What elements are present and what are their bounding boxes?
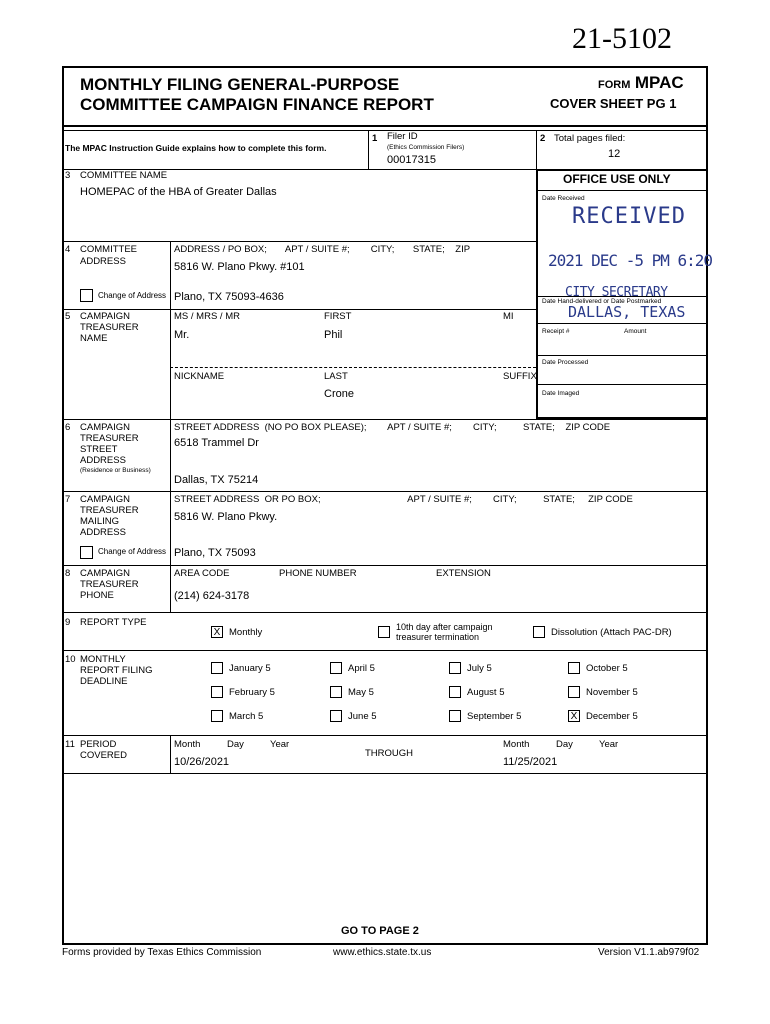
report-type-num: 9: [65, 617, 71, 628]
treasurer-name-num: 5: [65, 311, 71, 322]
termination-checkbox[interactable]: [378, 626, 390, 638]
september-label: September 5: [467, 711, 522, 722]
divider: [538, 190, 707, 191]
form-title-line1: MONTHLY FILING GENERAL-PURPOSE: [80, 75, 400, 94]
mailing-change-address-checkbox[interactable]: [80, 546, 93, 559]
cover-sheet-label: COVER SHEET PG 1: [550, 96, 677, 111]
footer-left: Forms provided by Texas Ethics Commission: [62, 947, 262, 958]
dissolution-checkbox[interactable]: [533, 626, 545, 638]
may-label: May 5: [348, 687, 374, 698]
period-to-value: 11/25/2021: [503, 756, 558, 768]
period-to-day: Day: [556, 739, 573, 750]
instruction-text: The MPAC Instruction Guide explains how to complete this form.: [65, 143, 327, 153]
period-to-month: Month: [503, 739, 530, 750]
may-checkbox[interactable]: [330, 686, 342, 698]
monthly-checkbox[interactable]: X: [211, 626, 223, 638]
july-label: July 5: [467, 663, 492, 674]
stamp-received: RECEIVED: [572, 204, 686, 229]
deadline-label: MONTHLY REPORT FILING DEADLINE: [80, 654, 153, 687]
stamp-city1: CITY SECRETARY: [565, 285, 668, 300]
mi-label: MI: [503, 311, 514, 322]
april-label: April 5: [348, 663, 375, 674]
divider: [538, 384, 707, 385]
period-label: PERIOD COVERED: [80, 739, 127, 761]
footer-version: Version V1.1.ab979f02: [598, 947, 700, 958]
february-checkbox[interactable]: [211, 686, 223, 698]
treasurer-mailing-line2: Plano, TX 75093: [174, 547, 256, 559]
monthly-label: Monthly: [229, 627, 263, 638]
stamp-date: 2021 DEC -5 PM 6:20: [548, 251, 713, 270]
form-number-top: 21-5102: [572, 22, 672, 55]
period-num: 11: [65, 739, 75, 750]
divider: [63, 419, 707, 420]
dissolution-label: Dissolution (Attach PAC-DR): [551, 627, 672, 638]
committee-address-label1: COMMITTEE: [80, 244, 137, 255]
header-divider: [63, 125, 707, 127]
divider: [63, 491, 707, 492]
first-name-value: Phil: [324, 329, 343, 341]
august-label: August 5: [467, 687, 505, 698]
march-label: March 5: [229, 711, 264, 722]
committee-address-line2: Plano, TX 75093-4636: [174, 291, 284, 303]
termination-label: 10th day after campaign treasurer termination: [396, 622, 493, 642]
treasurer-phone-label: CAMPAIGN TREASURER PHONE: [80, 568, 139, 601]
committee-label: COMMITTEE NAME: [80, 170, 168, 181]
december-checkbox[interactable]: X: [568, 710, 580, 722]
april-checkbox[interactable]: [330, 662, 342, 674]
last-label: LAST: [324, 371, 348, 382]
go-to-page-2: GO TO PAGE 2: [341, 925, 419, 937]
divider: [63, 612, 707, 613]
treasurer-street-sub: (Residence or Business): [80, 467, 151, 474]
date-imaged-label: Date Imaged: [542, 390, 580, 397]
treasurer-mailing-label: CAMPAIGN TREASURER MAILING ADDRESS: [80, 494, 139, 538]
filer-sub: (Ethics Commission Filers): [387, 144, 465, 151]
divider: [63, 241, 537, 242]
treasurer-mailing-line1: 5816 W. Plano Pkwy.: [174, 511, 278, 523]
period-from-day: Day: [227, 739, 244, 750]
divider: [170, 241, 171, 568]
november-label: November 5: [586, 687, 638, 698]
divider: [63, 735, 707, 736]
treasurer-phone-num: 8: [65, 568, 71, 579]
treasurer-street-line2: Dallas, TX 75214: [174, 474, 259, 486]
committee-address-line1: 5816 W. Plano Pkwy. #101: [174, 261, 305, 273]
area-code-label: AREA CODE: [174, 568, 230, 579]
treasurer-street-header: STREET ADDRESS (NO PO BOX PLEASE); APT / SUITE #; CITY; STATE; ZIP CODE: [174, 422, 611, 433]
ms-value: Mr.: [174, 329, 190, 341]
january-checkbox[interactable]: [211, 662, 223, 674]
divider: [536, 130, 537, 169]
committee-address-header: ADDRESS / PO BOX; APT / SUITE #; CITY; STATE; ZIP: [174, 244, 471, 255]
filer-label: Filer ID: [387, 131, 418, 142]
committee-change-address-label: Change of Address: [98, 291, 167, 300]
period-from-year: Year: [270, 739, 290, 750]
july-checkbox[interactable]: [449, 662, 461, 674]
treasurer-street-line1: 6518 Trammel Dr: [174, 437, 259, 449]
divider: [63, 565, 707, 566]
period-to-year: Year: [599, 739, 619, 750]
nickname-label: NICKNAME: [174, 371, 225, 382]
first-label: FIRST: [324, 311, 352, 322]
divider: [170, 565, 171, 612]
divider: [63, 773, 707, 774]
extension-label: EXTENSION: [436, 568, 491, 579]
stamp-city2: DALLAS, TEXAS: [568, 303, 686, 321]
amount-label: Amount: [624, 328, 647, 335]
divider: [538, 355, 707, 356]
receipt-label: Receipt #: [542, 328, 570, 335]
divider: [63, 309, 537, 310]
treasurer-mailing-header: STREET ADDRESS OR PO BOX; APT / SUITE #; CITY; STATE; ZIP CODE: [174, 494, 633, 505]
mailing-change-address-label: Change of Address: [98, 547, 167, 556]
form-code: MPAC: [634, 73, 684, 92]
january-label: January 5: [229, 663, 271, 674]
header-divider-thin: [63, 130, 707, 131]
november-checkbox[interactable]: [568, 686, 580, 698]
september-checkbox[interactable]: [449, 710, 461, 722]
divider: [538, 323, 707, 324]
treasurer-mailing-num: 7: [65, 494, 71, 505]
suffix-label: SUFFIX: [503, 371, 537, 382]
divider: [170, 735, 171, 773]
phone-value: (214) 624-3178: [174, 590, 250, 602]
march-checkbox[interactable]: [211, 710, 223, 722]
pages-num: 2: [540, 133, 546, 144]
ms-label: MS / MRS / MR: [174, 311, 240, 322]
date-received-label: Date Received: [542, 195, 585, 202]
deadline-num: 10: [65, 654, 76, 665]
committee-change-address-checkbox[interactable]: [80, 289, 93, 302]
august-checkbox[interactable]: [449, 686, 461, 698]
february-label: February 5: [229, 687, 275, 698]
june-checkbox[interactable]: [330, 710, 342, 722]
december-label: December 5: [586, 711, 638, 722]
form-word: FORM: [598, 79, 631, 91]
date-hand-label: Date Hand-delivered or Date Postmarked: [542, 298, 662, 305]
divider: [368, 130, 369, 169]
treasurer-street-num: 6: [65, 422, 71, 433]
committee-address-num: 4: [65, 244, 71, 255]
period-from-value: 10/26/2021: [174, 756, 230, 768]
treasurer-name-label: CAMPAIGN TREASURER NAME: [80, 311, 139, 344]
october-label: October 5: [586, 663, 628, 674]
filer-num: 1: [372, 133, 378, 144]
committee-name-value: HOMEPAC of the HBA of Greater Dallas: [80, 186, 277, 198]
report-type-label: REPORT TYPE: [80, 617, 147, 628]
office-use-title: OFFICE USE ONLY: [563, 172, 671, 186]
pages-label: Total pages filed:: [554, 133, 626, 144]
last-name-value: Crone: [324, 388, 354, 400]
committee-address-label2: ADDRESS: [80, 256, 126, 267]
october-checkbox[interactable]: [568, 662, 580, 674]
june-label: June 5: [348, 711, 377, 722]
dashed-divider: [170, 367, 536, 368]
through-label: THROUGH: [365, 748, 414, 759]
filer-id-value: 00017315: [387, 154, 436, 166]
treasurer-street-label: CAMPAIGN TREASURER STREET ADDRESS: [80, 422, 139, 466]
divider: [63, 650, 707, 651]
period-from-month: Month: [174, 739, 201, 750]
form-code-block: [598, 73, 684, 93]
footer-website: www.ethics.state.tx.us: [333, 947, 432, 958]
date-processed-label: Date Processed: [542, 359, 589, 366]
form-title-line2: COMMITTEE CAMPAIGN FINANCE REPORT: [80, 95, 434, 114]
phone-number-label: PHONE NUMBER: [279, 568, 357, 579]
pages-value: 12: [608, 148, 621, 160]
committee-num: 3: [65, 170, 71, 181]
